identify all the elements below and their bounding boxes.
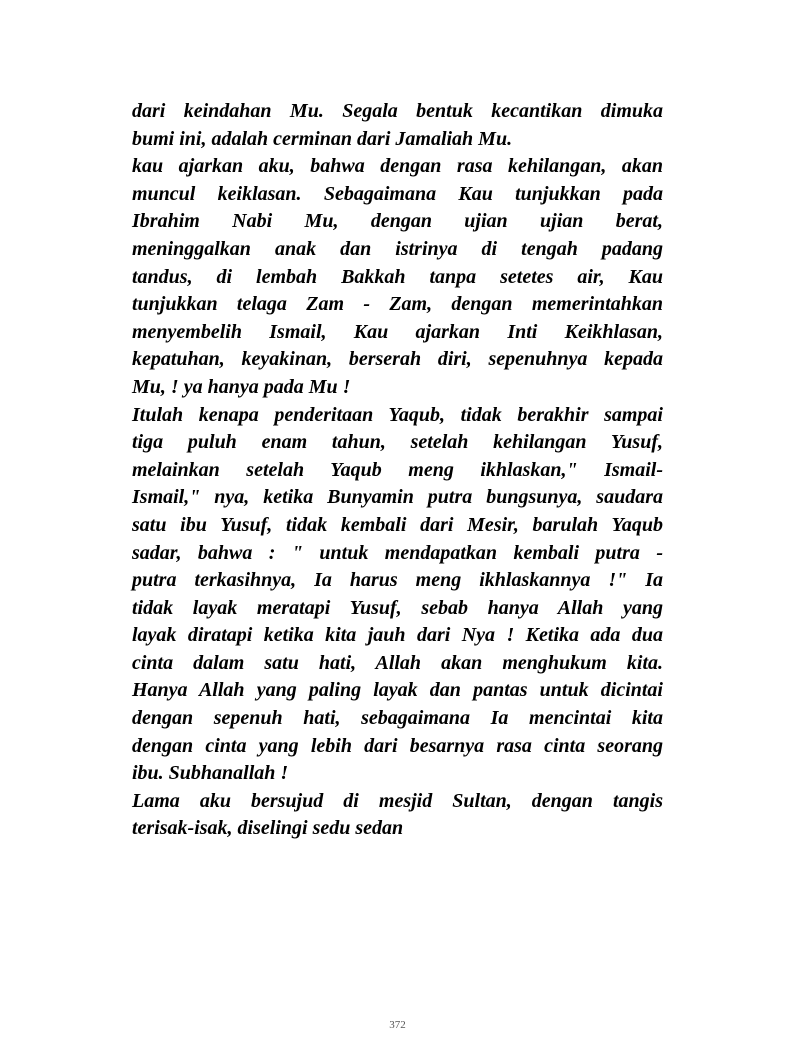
text-line: Ibrahim Nabi Mu, dengan ujian ujian berat, [132, 210, 663, 233]
text-line: Hanya Allah yang paling layak dan pantas untuk dicintai [132, 679, 663, 702]
text-line: Itulah kenapa penderitaan Yaqub, tidak berakhir sampai [132, 403, 663, 426]
text-line: terisak-isak, diselingi sedu sedan [132, 817, 404, 840]
text-line: putra terkasihnya, Ia harus meng ikhlaskannya !" Ia [132, 569, 663, 592]
text-line: dari keindahan Mu. Segala bentuk kecantikan dimuka [132, 100, 663, 122]
text-line: tiga puluh enam tahun, setelah kehilangan Yusuf, [132, 431, 663, 454]
paragraph-2 [132, 153, 663, 401]
page-number: 372 [389, 1019, 406, 1031]
paragraph-3 [132, 402, 663, 788]
text-line: muncul keiklasan. Sebagaimana Kau tunjukkan pada [132, 182, 663, 205]
text-line: satu ibu Yusuf, tidak kembali dari Mesir, barulah Yaqub [132, 513, 663, 536]
text-line: cinta dalam satu hati, Allah akan menghukum kita. [132, 651, 663, 674]
text-line: tunjukkan telaga Zam - Zam, dengan memerintahkan [132, 293, 663, 316]
text-line: tandus, di lembah Bakkah tanpa setetes air, Kau [132, 265, 663, 288]
paragraph-1 [132, 98, 663, 153]
text-line: dengan cinta yang lebih dari besarnya rasa cinta seorang [132, 734, 663, 757]
text-line: kepatuhan, keyakinan, berserah diri, sepenuhnya kepada [132, 348, 663, 371]
text-line: sadar, bahwa : " untuk mendapatkan kembali putra - [132, 541, 663, 564]
text-line: Lama aku bersujud di mesjid Sultan, dengan tangis [132, 789, 663, 812]
text-line: melainkan setelah Yaqub meng ikhlaskan," Ismail- [132, 458, 663, 481]
body-text [132, 98, 663, 843]
text-line: dengan sepenuh hati, sebagaimana Ia mencintai kita [132, 707, 663, 730]
text-line: layak diratapi ketika kita jauh dari Nya ! Ketika ada dua [132, 624, 663, 647]
text-line: Mu, ! ya hanya pada Mu ! [132, 375, 351, 398]
text-line: ibu. Subhanallah ! [132, 762, 289, 785]
paragraph-4 [132, 788, 663, 843]
text-line: Ismail," nya, ketika Bunyamin putra bungsunya, saudara [132, 486, 663, 509]
text-line: menyembelih Ismail, Kau ajarkan Inti Keikhlasan, [132, 320, 663, 343]
text-line: tidak layak meratapi Yusuf, sebab hanya Allah yang [132, 596, 663, 619]
text-line: bumi ini, adalah cerminan dari Jamaliah Mu. [132, 127, 513, 150]
text-line: meninggalkan anak dan istrinya di tengah padang [132, 237, 663, 260]
text-line: kau ajarkan aku, bahwa dengan rasa kehilangan, akan [132, 155, 663, 178]
